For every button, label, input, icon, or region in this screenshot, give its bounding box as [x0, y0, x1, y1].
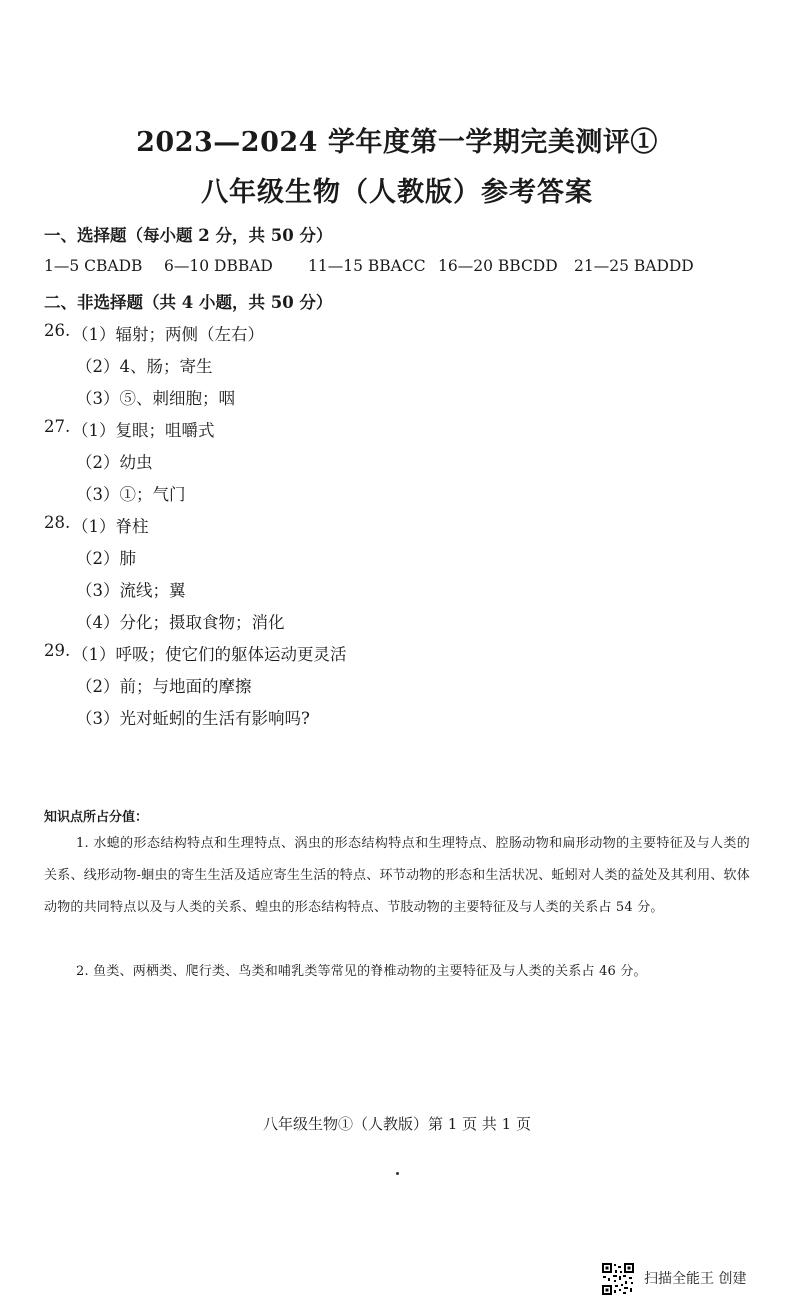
- question-number: 28.: [44, 513, 71, 532]
- section-2-heading: 二、非选择题（共 4 小题，共 50 分）: [44, 293, 333, 312]
- page-footer: 八年级生物①（人教版）第 1 页 共 1 页: [263, 1115, 531, 1133]
- knowledge-item: 2. 鱼类、两栖类、爬行类、鸟类和哺乳类等常见的脊椎动物的主要特征及与人类的关系占 46 分。: [76, 964, 647, 979]
- page-subtitle: 八年级生物（人教版）参考答案: [201, 177, 593, 208]
- dot-mark: [396, 1172, 399, 1175]
- page-title: 2023—2024 学年度第一学期完美测评①: [136, 127, 658, 158]
- answer-part: （2）肺: [76, 549, 136, 568]
- watermark-label: 扫描全能王 创建: [644, 1271, 747, 1287]
- answer-group: 11—15 BBACC: [308, 257, 426, 275]
- section-1-heading: 一、选择题（每小题 2 分，共 50 分）: [44, 226, 333, 245]
- answer-part: （1）脊柱: [72, 517, 149, 536]
- knowledge-item: 1. 水螅的形态结构特点和生理特点、涡虫的形态结构特点和生理特点、腔肠动物和扁形动物的主要特征及与人类的关系、线形动物-蛔虫的寄生生活及适应寄生生活的特点、环节动物的形态和生活状况、蚯蚓对人类的益处及其利用、软体动物的共同特点以及与人类的关系、蝗虫的形态结构特点、节肢动物的主要特征及与人类的关系占 54 分。: [44, 836, 750, 915]
- answer-part: （2）幼虫: [76, 453, 153, 472]
- answer-part: （1）呼吸；使它们的躯体运动更灵活: [72, 645, 347, 664]
- answer-part: （3）光对蚯蚓的生活有影响吗?: [76, 709, 310, 728]
- answer-group: 1—5 CBADB: [44, 257, 143, 275]
- answer-group: 16—20 BBCDD: [438, 257, 558, 275]
- answer-part: （2）前；与地面的摩擦: [76, 677, 252, 696]
- answer-group: 6—10 DBBAD: [164, 257, 273, 275]
- answer-part: （3）流线；翼: [76, 581, 186, 600]
- question-number: 27.: [44, 417, 71, 436]
- question-number: 29.: [44, 641, 71, 660]
- question-number: 26.: [44, 321, 71, 340]
- knowledge-heading: 知识点所占分值：: [44, 810, 149, 825]
- answer-part: （4）分化；摄取食物；消化: [76, 613, 285, 632]
- answer-part: （1）复眼；咀嚼式: [72, 421, 215, 440]
- qr-code-icon: [601, 1262, 635, 1296]
- answer-group: 21—25 BADDD: [574, 257, 694, 275]
- answer-part: （3）⑤、刺细胞；咽: [76, 389, 235, 408]
- answer-part: （1）辐射；两侧（左右）: [72, 325, 264, 344]
- answer-part: （3）①；气门: [76, 485, 186, 504]
- answer-part: （2）4、肠；寄生: [76, 357, 213, 376]
